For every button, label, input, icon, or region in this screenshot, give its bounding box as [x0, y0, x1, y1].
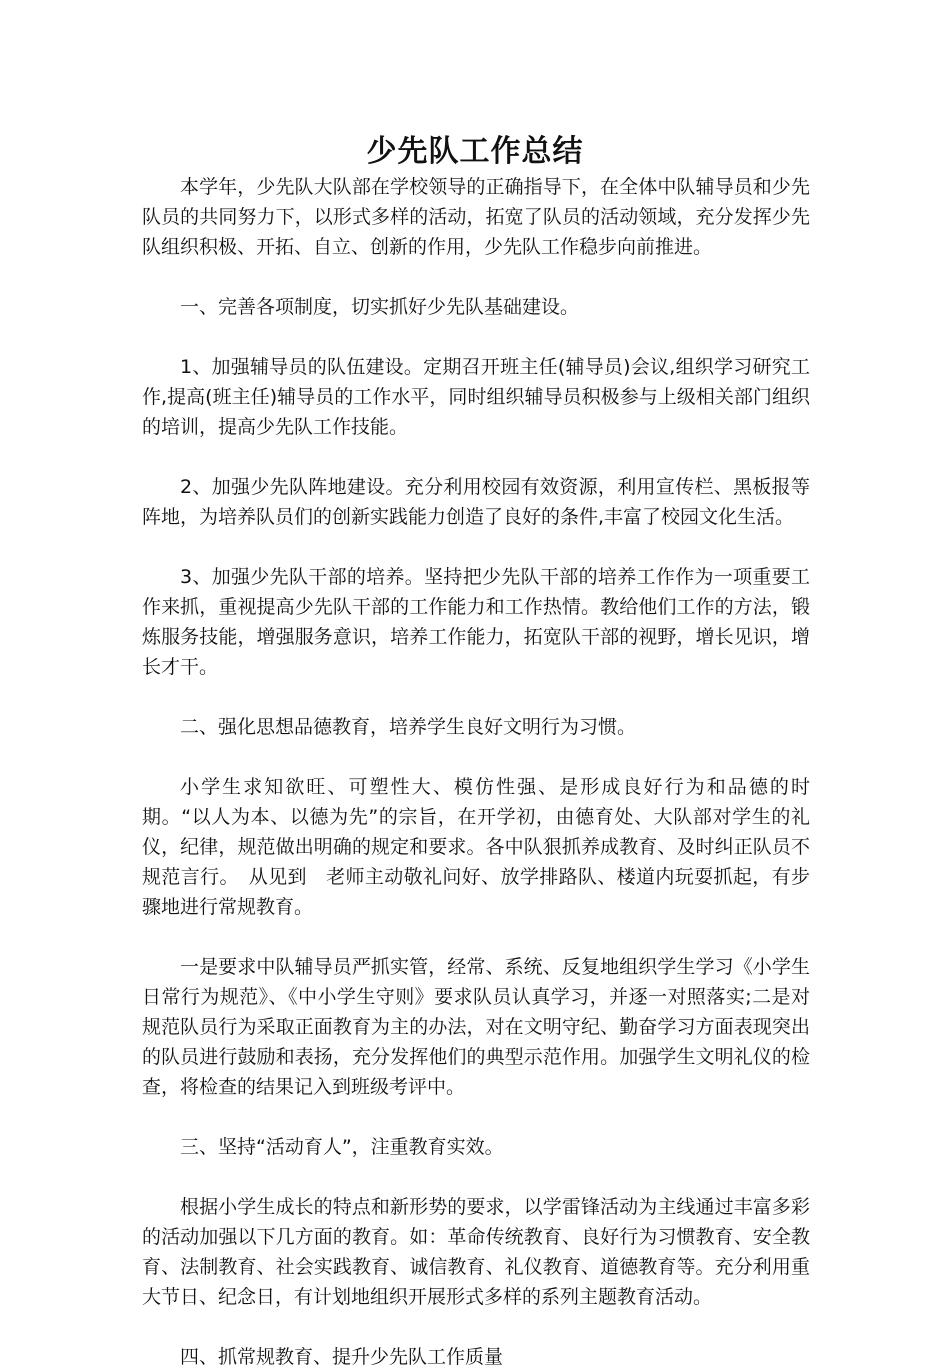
section-heading-3: 三、坚持“活动育人”，注重教育实效。 — [180, 1136, 504, 1158]
section-heading-4: 四、抓常规教育、提升少先队工作质量 — [180, 1346, 504, 1368]
paragraph-norms: 一是要求中队辅导员严抓实管，经常、系统、反复地组织学生学习《小学生日常行为规范》、《中小学生守则》要求队员认真学习，并逐一对照落实;二是对规范队员行为采取正面教育为主的办法，对在文明守纪、勤奋学习方面表现突出的队员进行鼓励和表扬，充分发挥他们的典型示范作用。加强学生文明礼仪的检查，将检查的结果记入到班级考评中。 — [142, 956, 810, 1098]
paragraph-item-1: 1、加强辅导员的队伍建设。定期召开班主任(辅导员)会议,组织学习研究工作,提高(班主任)辅导员的工作水平，同时组织辅导员积极参与上级相关部门组织的培训，提高少先队工作技能。 — [142, 356, 810, 438]
paragraph-item-3: 3、加强少先队干部的培养。坚持把少先队干部的培养工作作为一项重要工作来抓，重视提高少先队干部的工作能力和工作热情。教给他们工作的方法，锻炼服务技能，增强服务意识，培养工作能力，拓宽队干部的视野，增长见识，增长才干。 — [142, 566, 810, 678]
intro-paragraph: 本学年，少先队大队部在学校领导的正确指导下，在全体中队辅导员和少先队员的共同努力下，以形式多样的活动，拓宽了队员的活动领域，充分发挥少先队组织积极、开拓、自立、创新的作用，少先队工作稳步向前推进。 — [142, 176, 810, 258]
paragraph-item-2: 2、加强少先队阵地建设。充分利用校园有效资源，利用宣传栏、黑板报等阵地，为培养队员们的创新实践能力创造了良好的条件,丰富了校园文化生活。 — [142, 476, 810, 528]
section-heading-1: 一、完善各项制度，切实抓好少先队基础建设。 — [180, 296, 580, 318]
paragraph-activities: 根据小学生成长的特点和新形势的要求，以学雷锋活动为主线通过丰富多彩的活动加强以下几方面的教育。如：革命传统教育、良好行为习惯教育、安全教育、法制教育、社会实践教育、诚信教育、礼仪教育、道德教育等。充分利用重大节日、纪念日，有计划地组织开展形式多样的系列主题教育活动。 — [142, 1196, 810, 1308]
section-heading-2: 二、强化思想品德教育，培养学生良好文明行为习惯。 — [180, 716, 637, 738]
document-title: 少先队工作总结 — [366, 134, 584, 169]
paragraph-conduct: 小学生求知欲旺、可塑性大、模仿性强、是形成良好行为和品德的时期。“以人为本、以德为先”的宗旨，在开学初，由德育处、大队部对学生的礼仪，纪律，规范做出明确的规定和要求。各中队狠抓养成教育、及时纠正队员不规范言行。 从见到 老师主动敬礼问好、放学排路队、楼道内玩耍抓起，有步骤地进行常规教育。 — [142, 776, 810, 918]
document-body — [142, 172, 810, 1372]
